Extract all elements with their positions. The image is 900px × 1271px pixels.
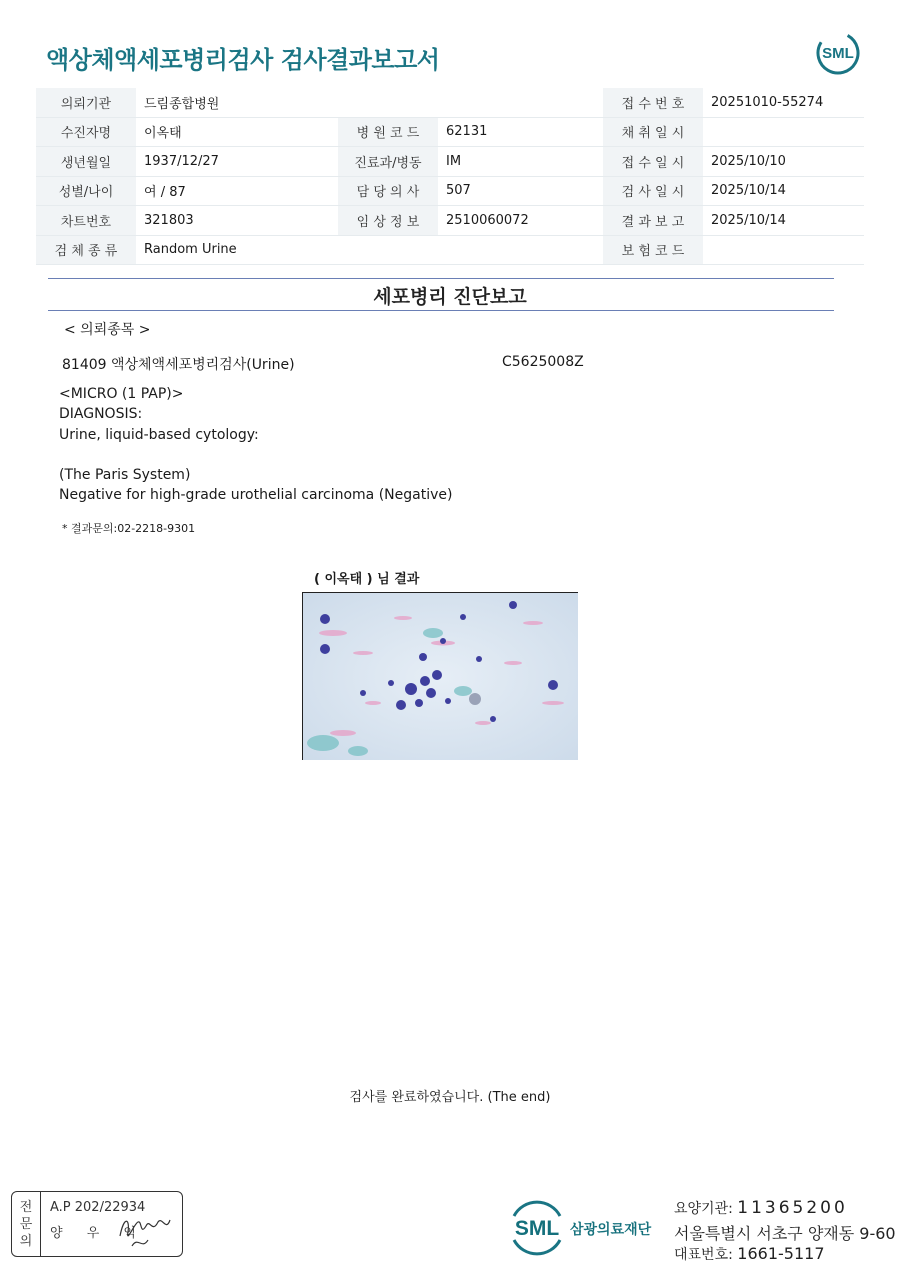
stamp-char: 의 (19, 1233, 33, 1249)
test-id: C5625008Z (502, 354, 584, 370)
test-date-label: 검 사 일 시 (603, 176, 703, 206)
hosp-code-label: 병 원 코 드 (338, 117, 438, 147)
chart-label: 차트번호 (36, 206, 136, 236)
foundation-name: 삼광의료재단 (570, 1222, 652, 1238)
report-date-value: 2025/10/14 (703, 206, 864, 236)
code-value: 11365200 (737, 1198, 848, 1218)
specimen-line: Urine, liquid-based cytology: (59, 427, 259, 443)
footer-sml-logo (506, 1198, 568, 1256)
doctor-value: 507 (438, 176, 603, 206)
diagnosis-result: Negative for high-grade urothelial carcinoma (Negative) (59, 487, 453, 503)
contact-line: * 결과문의:02-2218-9301 (62, 522, 196, 535)
table-row (36, 206, 864, 236)
table-row (36, 235, 864, 265)
phone (674, 1244, 825, 1264)
report-date-label: 결 과 보 고 (603, 206, 703, 236)
code-label: 요양기관: (674, 1201, 733, 1217)
collect-date-label: 채 취 일 시 (603, 117, 703, 147)
sex-age-label: 성별/나이 (36, 176, 136, 206)
diagnosis-label: DIAGNOSIS: (59, 406, 143, 422)
doctor-label: 담 당 의 사 (338, 176, 438, 206)
patient-value: 이옥태 (136, 117, 338, 147)
specimen-label: 검 체 종 류 (36, 235, 136, 265)
address (674, 1221, 896, 1244)
table-row (36, 147, 864, 177)
institution-code (674, 1198, 848, 1218)
divider (48, 278, 834, 279)
micro-line: <MICRO (1 PAP)> (59, 386, 184, 402)
pathologist-stamp (11, 1191, 183, 1257)
address-text: 서울특별시 서초구 양재동 9-60 (674, 1224, 896, 1243)
stamp-char: 문 (19, 1216, 33, 1232)
table-row (36, 117, 864, 147)
divider (48, 310, 834, 311)
stamp-license: A.P 202/22934 (50, 1200, 146, 1215)
reception-no-value: 20251010-55274 (703, 88, 864, 117)
patient-label: 수진자명 (36, 117, 136, 147)
stamp-char: 전 (19, 1199, 33, 1215)
image-caption: ( 이옥태 ) 님 결과 (314, 572, 420, 587)
clinical-value: 2510060072 (438, 206, 603, 236)
svg-text:SML: SML (514, 1217, 560, 1240)
test-date-value: 2025/10/14 (703, 176, 864, 206)
org-label: 의뢰기관 (36, 88, 136, 117)
reception-date-label: 접 수 일 시 (603, 147, 703, 177)
birth-label: 생년월일 (36, 147, 136, 177)
insurance-label: 보 험 코 드 (603, 235, 703, 265)
cytology-image (302, 592, 578, 760)
chart-value: 321803 (136, 206, 338, 236)
svg-text:SML: SML (822, 45, 854, 62)
org-value: 드림종합병원 (136, 88, 603, 117)
phone-label: 대표번호: (674, 1247, 733, 1263)
report-section-title: 세포병리 진단보고 (373, 286, 527, 308)
reception-no-label: 접 수 번 호 (603, 88, 703, 117)
insurance-value (703, 235, 864, 265)
stamp-name: 양 우 익 (50, 1226, 146, 1241)
phone-value: 1661-5117 (737, 1244, 825, 1263)
table-row (36, 176, 864, 206)
test-code-name: 81409 액상체액세포병리검사(Urine) (62, 357, 295, 373)
reception-date-value: 2025/10/10 (703, 147, 864, 177)
request-heading: < 의뢰종목 > (64, 322, 151, 338)
patient-info-table (36, 88, 864, 265)
end-text: 검사를 완료하였습니다. (The end) (349, 1090, 551, 1105)
table-row (36, 88, 864, 117)
paris-system: (The Paris System) (59, 467, 191, 483)
dept-value: IM (438, 147, 603, 177)
collect-date-value (703, 117, 864, 147)
sml-logo (815, 30, 861, 76)
clinical-label: 임 상 정 보 (338, 206, 438, 236)
dept-label: 진료과/병동 (338, 147, 438, 177)
sex-age-value: 여 / 87 (136, 176, 338, 206)
birth-value: 1937/12/27 (136, 147, 338, 177)
stamp-vertical-label (12, 1192, 41, 1256)
report-title: 액상체액세포병리검사 검사결과보고서 (46, 46, 440, 74)
signature-icon (112, 1206, 182, 1252)
hosp-code-value: 62131 (438, 117, 603, 147)
specimen-value: Random Urine (136, 235, 603, 265)
